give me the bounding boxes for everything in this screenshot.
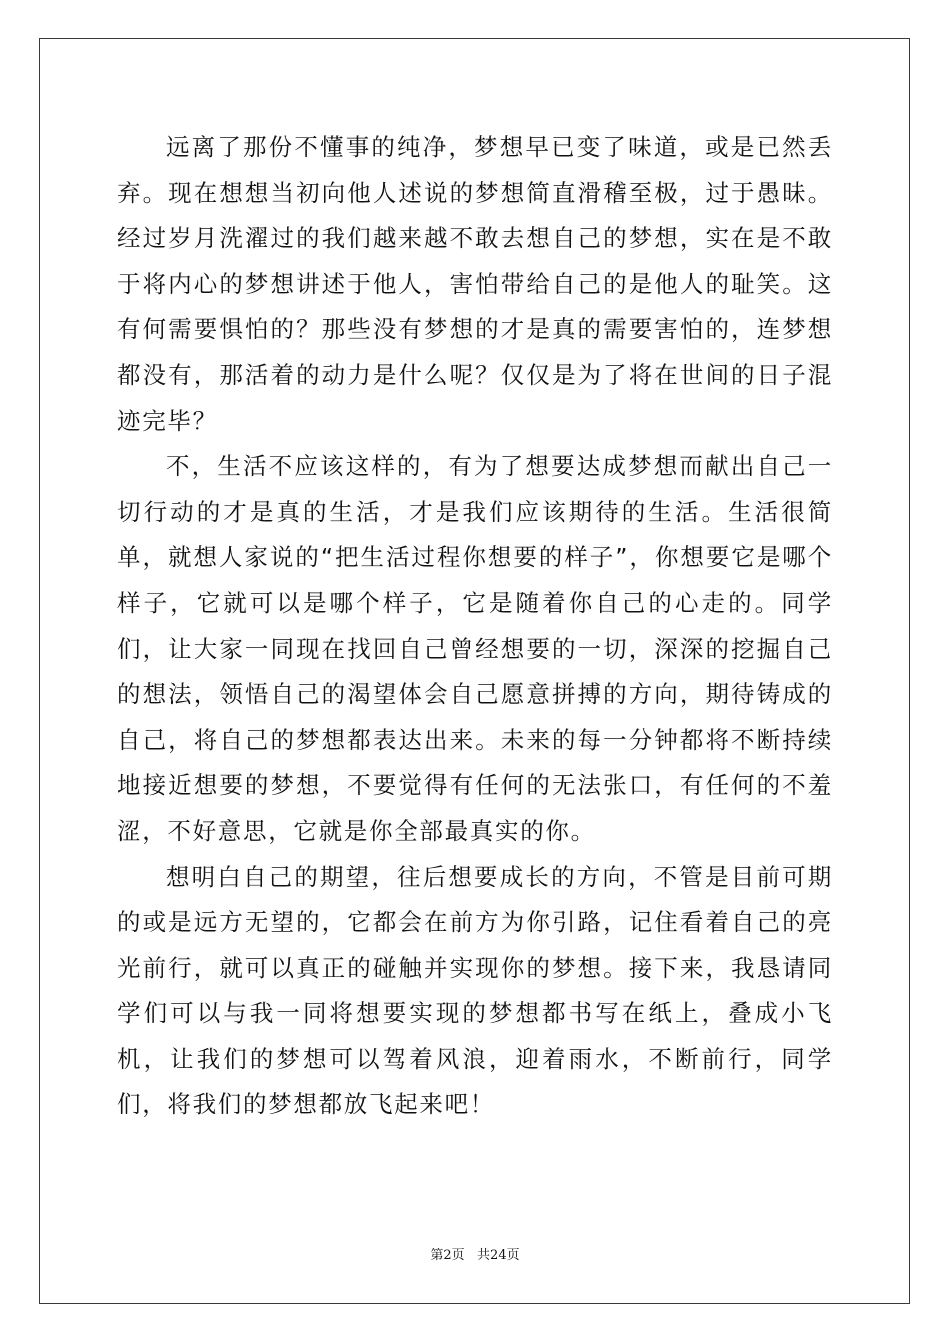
page-number-footer: 第2页 共24页	[430, 1248, 520, 1263]
paragraph: 远离了那份不懂事的纯净，梦想早已变了味道，或是已然丢弃。现在想想当初向他人述说的梦想简直滑稽至极，过于愚昧。经过岁月洗濯过的我们越来越不敢去想自己的梦想，实在是不敢于将内心的梦想讲述于他人，害怕带给自己的是他人的耻笑。这有何需要惧怕的？那些没有梦想的才是真的需要害怕的，连梦想都没有，那活着的动力是什么呢？仅仅是为了将在世间的日子混迹完毕？	[117, 133, 833, 435]
paragraph: 不，生活不应该这样的，有为了想要达成梦想而献出自己一切行动的才是真的生活，才是我们应该期待的生活。生活很简单，就想人家说的“把生活过程你想要的样子”，你想要它是哪个样子，它就可以是哪个样子，它是随着你自己的心走的。同学们，让大家一同现在找回自己曾经想要的一切，深深的挖掘自己的想法，领悟自己的渴望体会自己愿意拼搏的方向，期待铸成的自己，将自己的梦想都表达出来。未来的每一分钟都将不断持续地接近想要的梦想，不要觉得有任何的无法张口，有任何的不羞涩，不好意思，它就是你全部最真实的你。	[117, 452, 833, 845]
paragraph: 想明白自己的期望，往后想要成长的方向，不管是目前可期的或是远方无望的，它都会在前方为你引路，记住看着自己的亮光前行，就可以真正的碰触并实现你的梦想。接下来，我恳请同学们可以与我一同将想要实现的梦想都书写在纸上，叠成小飞机，让我们的梦想可以驾着风浪，迎着雨水，不断前行，同学们，将我们的梦想都放飞起来吧！	[117, 862, 833, 1119]
document-body	[117, 125, 833, 1128]
